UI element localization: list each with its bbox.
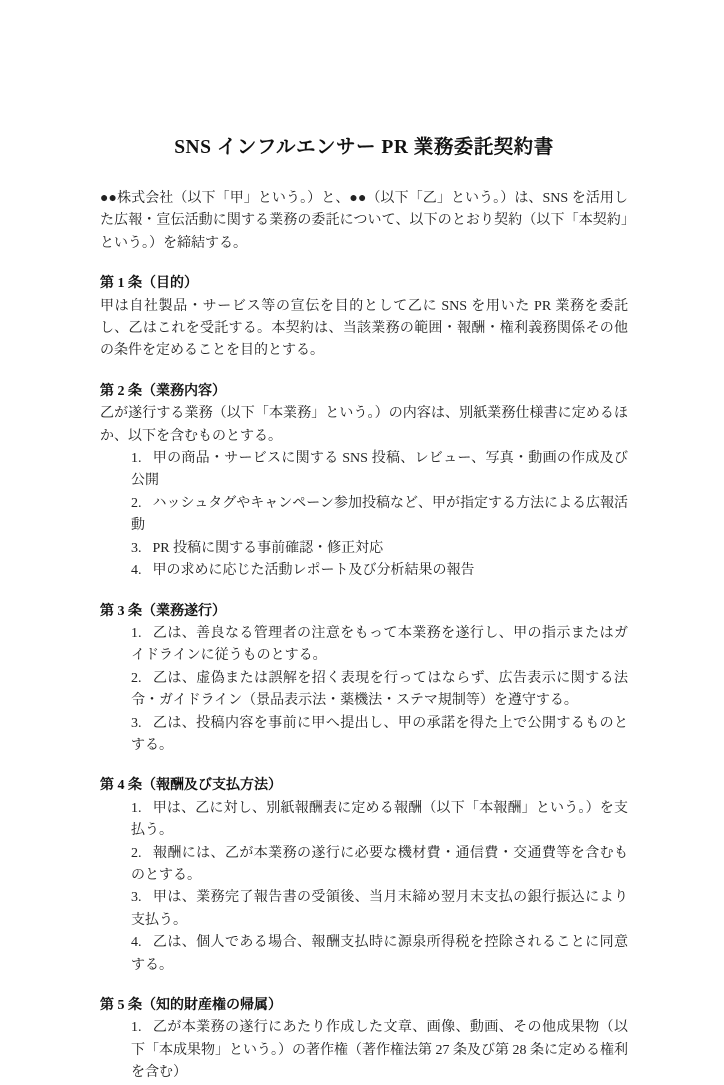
article-list-item bbox=[131, 798, 628, 843]
article-item-list bbox=[100, 623, 628, 757]
article-heading: 第 4 条（報酬及び支払方法） bbox=[100, 778, 282, 794]
article-item-list bbox=[100, 1017, 628, 1084]
item-text: PR 投稿に関する事前確認・修正対応 bbox=[152, 540, 384, 556]
article-list-item bbox=[131, 668, 628, 713]
article-list-item bbox=[131, 1017, 628, 1084]
article-body: 甲は自社製品・サービス等の宣伝を目的として乙に SNS を用いた PR 業務を委託し、乙はこれを受託する。本契約は、当該業務の範囲・報酬・権利義務関係その他の条件を定めることを目的とする。 bbox=[100, 298, 628, 359]
article-list-item bbox=[131, 560, 628, 582]
article-item-list bbox=[100, 448, 628, 582]
article-heading: 第 3 条（業務遂行） bbox=[100, 603, 226, 619]
article-body: 乙が遂行する業務（以下「本業務」という。）の内容は、別紙業務仕様書に定めるほか、以下を含むものとする。 bbox=[100, 406, 628, 444]
article-heading: 第 2 条（業務内容） bbox=[100, 383, 226, 399]
articles-container bbox=[100, 273, 628, 1084]
item-text: 甲は、乙に対し、別紙報酬表に定める報酬（以下「本報酬」という。）を支払う。 bbox=[131, 800, 628, 839]
article-list-item bbox=[131, 623, 628, 668]
item-text: 甲の求めに応じた活動レポート及び分析結果の報告 bbox=[152, 563, 475, 579]
item-number: 1. bbox=[131, 451, 142, 467]
item-text: 甲は、業務完了報告書の受領後、当月末締め翌月末支払の銀行振込により支払う。 bbox=[131, 890, 628, 928]
article-list-item bbox=[131, 538, 628, 560]
item-number: 2. bbox=[131, 845, 142, 861]
item-number: 3. bbox=[131, 540, 142, 556]
document-title: SNS インフルエンサー PR 業務委託契約書 bbox=[174, 137, 554, 158]
article-heading: 第 1 条（目的） bbox=[100, 276, 198, 292]
article-list-item bbox=[131, 932, 628, 977]
article-item-list bbox=[100, 798, 628, 977]
item-number: 2. bbox=[131, 670, 142, 686]
item-number: 1. bbox=[131, 625, 142, 641]
item-text: 乙は、個人である場合、報酬支払時に源泉所得税を控除されることに同意する。 bbox=[131, 935, 628, 973]
item-number: 2. bbox=[131, 495, 142, 511]
article-list-item bbox=[131, 887, 628, 932]
article-section bbox=[100, 273, 628, 363]
item-text: 乙が本業務の遂行にあたり作成した文章、画像、動画、その他成果物（以下「本成果物」という。）の著作権（著作権法第 27 条及び第 28 条に定める権利を含む） bbox=[131, 1020, 628, 1081]
item-text: 報酬には、乙が本業務の遂行に必要な機材費・通信費・交通費等を含むものとする。 bbox=[131, 845, 628, 883]
item-text: 乙は、善良なる管理者の注意をもって本業務を遂行し、甲の指示またはガイドラインに従うものとする。 bbox=[131, 625, 628, 664]
item-number: 4. bbox=[131, 935, 142, 951]
item-text: ハッシュタグやキャンペーン参加投稿など、甲が指定する方法による広報活動 bbox=[131, 495, 628, 534]
article-section bbox=[100, 381, 628, 583]
item-text: 甲の商品・サービスに関する SNS 投稿、レビュー、写真・動画の作成及び公開 bbox=[131, 451, 628, 489]
article-list-item bbox=[131, 713, 628, 758]
item-number: 3. bbox=[131, 715, 142, 731]
item-number: 3. bbox=[131, 890, 142, 906]
article-list-item bbox=[131, 448, 628, 493]
article-section bbox=[100, 995, 628, 1085]
article-list-item bbox=[131, 843, 628, 888]
item-number: 1. bbox=[131, 800, 142, 816]
item-text: 乙は、投稿内容を事前に甲へ提出し、甲の承諾を得た上で公開するものとする。 bbox=[131, 715, 628, 753]
article-section bbox=[100, 601, 628, 758]
item-text: 乙は、虚偽または誤解を招く表現を行ってはならず、広告表示に関する法令・ガイドライン（景品表示法・薬機法・ステマ規制等）を遵守する。 bbox=[131, 670, 628, 709]
article-list-item bbox=[131, 493, 628, 538]
article-section bbox=[100, 775, 628, 977]
intro-paragraph: ●●株式会社（以下「甲」という。）と、●●（以下「乙」という。）は、SNS を活用した広報・宣伝活動に関する業務の委託について、以下のとおり契約（以下「本契約」という。）を締結する。 bbox=[100, 191, 628, 251]
item-number: 1. bbox=[131, 1020, 142, 1036]
item-number: 4. bbox=[131, 563, 142, 579]
article-heading: 第 5 条（知的財産権の帰属） bbox=[100, 998, 282, 1013]
